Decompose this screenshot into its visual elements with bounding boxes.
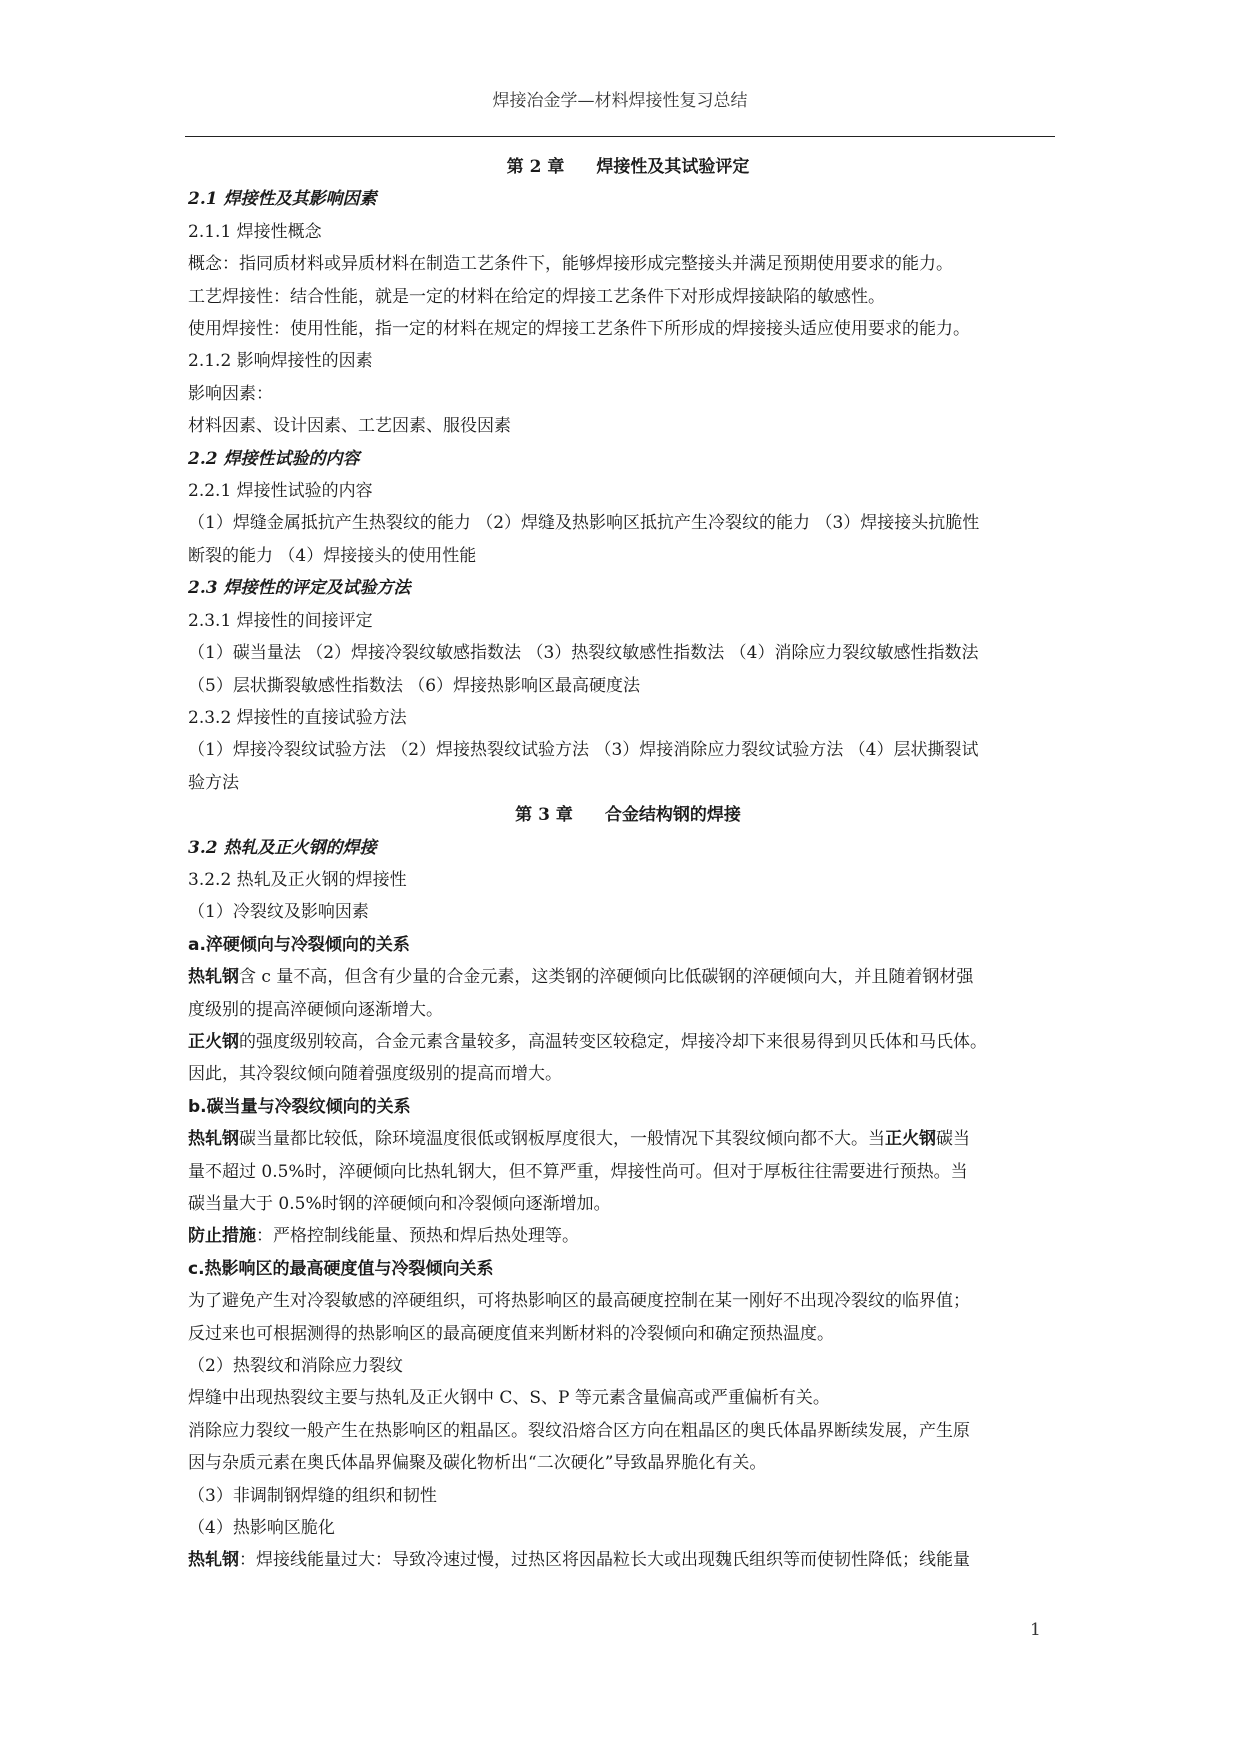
paragraph-line: 验方法 xyxy=(188,772,239,793)
document-body xyxy=(188,151,1068,1577)
paragraph-line: （3）非调制钢焊缝的组织和韧性 xyxy=(188,1485,437,1506)
paragraph-line: 消除应力裂纹一般产生在热影响区的粗晶区。裂纹沿熔合区方向在粗晶区的奥氏体晶界断续发展，产生原 xyxy=(188,1420,970,1441)
subsection-heading: 2.1.2 影响焊接性的因素 xyxy=(188,351,373,372)
running-header: 焊接冶金学—材料焊接性复习总结 xyxy=(492,91,748,111)
paragraph-line: 工艺焊接性：结合性能，就是一定的材料在给定的焊接工艺条件下对形成焊接缺陷的敏感性。 xyxy=(188,286,885,307)
paragraph-line: （1）冷裂纹及影响因素 xyxy=(188,902,369,923)
paragraph-line: 使用焊接性：使用性能，指一定的材料在规定的焊接工艺条件下所形成的焊接接头适应使用要求的能力。 xyxy=(188,319,970,340)
section-heading: 3.2 热轧及正火钢的焊接 xyxy=(188,837,377,858)
paragraph-line: （1）碳当量法 （2）焊接冷裂纹敏感指数法 （3）热裂纹敏感性指数法 （4）消除应力裂纹敏感性指数法 xyxy=(188,643,979,664)
paragraph-line: 因此，其冷裂纹倾向随着强度级别的提高而增大。 xyxy=(188,1064,562,1085)
key-term: 热轧钢 xyxy=(188,1129,239,1150)
paragraph-line: 材料因素、设计因素、工艺因素、服役因素 xyxy=(188,416,511,437)
subsection-heading: 3.2.2 热轧及正火钢的焊接性 xyxy=(188,869,407,890)
page-number: 1 xyxy=(1030,1620,1041,1640)
paragraph-text: 的强度级别较高，合金元素含量较多，高温转变区较稳定，焊接冷却下来很易得到贝氏体和马氏体。 xyxy=(239,1031,987,1052)
paragraph-text: ：焊接线能量过大：导致冷速过慢，过热区将因晶粒长大或出现魏氏组织等而使韧性降低；线能量 xyxy=(239,1550,970,1571)
paragraph-line: （1）焊缝金属抵抗产生热裂纹的能力 （2）焊缝及热影响区抵抗产生冷裂纹的能力 （3）焊接接头抗脆性 xyxy=(188,513,980,534)
paragraph-text: 碳当 xyxy=(936,1129,970,1150)
key-term: 防止措施 xyxy=(188,1226,256,1247)
subsection-heading: 2.3.2 焊接性的直接试验方法 xyxy=(188,707,407,728)
paragraph-text: 碳当量都比较低，除环境温度很低或钢板厚度很大，一般情况下其裂纹倾向都不大。当 xyxy=(239,1129,885,1150)
chapter-number: 第 3 章 xyxy=(515,805,573,826)
paragraph-line: 碳当量大于 0.5%时钢的淬硬倾向和冷裂倾向逐渐增加。 xyxy=(188,1194,611,1214)
paragraph-line: 断裂的能力 （4）焊接接头的使用性能 xyxy=(188,545,477,566)
paragraph-line: 因与杂质元素在奥氏体晶界偏聚及碳化物析出“二次硬化”导致晶界脆化有关。 xyxy=(188,1453,767,1474)
paragraph-line: 概念：指同质材料或异质材料在制造工艺条件下，能够焊接形成完整接头并满足预期使用要求的能力。 xyxy=(188,254,953,275)
paragraph-text: 含 c 量不高，但含有少量的合金元素，这类钢的淬硬倾向比低碳钢的淬硬倾向大，并且随着钢材强 xyxy=(239,967,974,988)
section-heading: 2.1 焊接性及其影响因素 xyxy=(188,189,377,210)
paragraph-text: ：严格控制线能量、预热和焊后热处理等。 xyxy=(256,1226,579,1247)
subsection-heading: 2.1.1 焊接性概念 xyxy=(188,221,322,242)
paragraph-line xyxy=(188,1026,1068,1058)
topic-heading: a.淬硬倾向与冷裂倾向的关系 xyxy=(188,934,410,955)
header-rule xyxy=(185,136,1055,137)
section-heading: 2.3 焊接性的评定及试验方法 xyxy=(188,578,411,599)
topic-heading: b.碳当量与冷裂纹倾向的关系 xyxy=(188,1096,411,1117)
chapter-heading xyxy=(188,799,1068,831)
subsection-heading: 2.2.1 焊接性试验的内容 xyxy=(188,481,373,502)
chapter-title: 合金结构钢的焊接 xyxy=(604,805,741,826)
key-term: 热轧钢 xyxy=(188,967,239,988)
paragraph-line: （1）焊接冷裂纹试验方法 （2）焊接热裂纹试验方法 （3）焊接消除应力裂纹试验方法 （4）层状撕裂试 xyxy=(188,740,979,761)
paragraph-line: 焊缝中出现热裂纹主要与热轧及正火钢中 C、S、P 等元素含量偏高或严重偏析有关。 xyxy=(188,1388,830,1409)
paragraph-line: 度级别的提高淬硬倾向逐渐增大。 xyxy=(188,999,443,1020)
paragraph-line: （2）热裂纹和消除应力裂纹 xyxy=(188,1356,403,1377)
paragraph-line: （4）热影响区脆化 xyxy=(188,1518,335,1539)
paragraph-line: 为了避免产生对冷裂敏感的淬硬组织，可将热影响区的最高硬度控制在某一刚好不出现冷裂纹的临界值； xyxy=(188,1291,970,1312)
paragraph-line xyxy=(188,1220,1068,1252)
section-heading: 2.2 焊接性试验的内容 xyxy=(188,448,360,469)
paragraph-line: 量不超过 0.5%时，淬硬倾向比热轧钢大，但不算严重，焊接性尚可。但对于厚板往往需要进行预热。当 xyxy=(188,1161,968,1182)
key-term: 热轧钢 xyxy=(188,1550,239,1571)
paragraph-line xyxy=(188,1544,1068,1576)
topic-heading: c.热影响区的最高硬度值与冷裂倾向关系 xyxy=(188,1258,494,1279)
chapter-heading xyxy=(188,151,1068,183)
paragraph-line: 影响因素： xyxy=(188,383,273,404)
paragraph-line: （5）层状撕裂敏感性指数法 （6）焊接热影响区最高硬度法 xyxy=(188,675,641,696)
paragraph-line: 反过来也可根据测得的热影响区的最高硬度值来判断材料的冷裂倾向和确定预热温度。 xyxy=(188,1323,834,1344)
chapter-number: 第 2 章 xyxy=(506,157,565,177)
key-term: 正火钢 xyxy=(188,1031,239,1052)
paragraph-line xyxy=(188,1123,1068,1155)
chapter-title: 焊接性及其试验评定 xyxy=(596,157,750,177)
subsection-heading: 2.3.1 焊接性的间接评定 xyxy=(188,610,373,631)
key-term: 正火钢 xyxy=(885,1129,936,1150)
paragraph-line xyxy=(188,961,1068,993)
